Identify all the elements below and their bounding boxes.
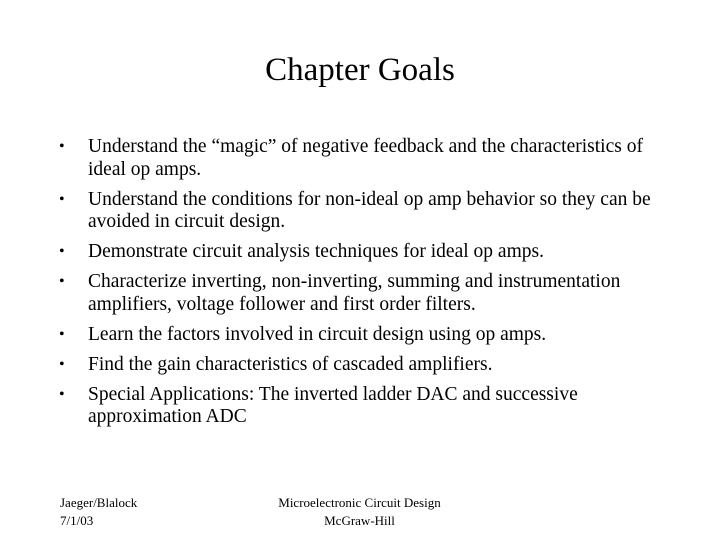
bullet-dot-icon: • <box>59 243 65 260</box>
bullet-text: Understand the conditions for non-ideal op amp behavior so they can be avoided in circuit design. <box>88 188 651 232</box>
footer-date: 7/1/03 <box>60 513 94 528</box>
bullet-text: Find the gain characteristics of cascaded amplifiers. <box>88 353 493 375</box>
bullet-item <box>57 384 682 429</box>
bullet-item <box>57 189 682 234</box>
bullet-text: Demonstrate circuit analysis techniques for ideal op amps. <box>88 241 544 262</box>
bullet-text: Understand the “magic” of negative feedback and the characteristics of ideal op amps. <box>88 136 643 180</box>
bullet-dot-icon: • <box>59 190 65 208</box>
bullet-list <box>57 136 682 436</box>
footer-center <box>238 494 481 530</box>
footer-book-title: Microelectronic Circuit Design <box>278 495 441 510</box>
bullet-text: Learn the factors involved in circuit design using op amps. <box>88 323 547 345</box>
bullet-dot-icon: • <box>59 138 65 155</box>
bullet-dot-icon: • <box>59 355 65 373</box>
bullet-item <box>57 324 682 347</box>
footer-publisher: McGraw-Hill <box>324 513 395 528</box>
bullet-item <box>57 354 682 377</box>
bullet-item <box>57 241 682 264</box>
bullet-text: Special Applications: The inverted ladder DAC and successive approximation ADC <box>88 383 578 427</box>
bullet-dot-icon: • <box>59 273 65 290</box>
footer-left <box>60 494 137 530</box>
bullet-text: Characterize inverting, non-inverting, summing and instrumentation amplifiers, voltage follower and first order filters. <box>88 271 621 315</box>
bullet-item <box>57 271 682 316</box>
bullet-item <box>57 136 682 181</box>
bullet-dot-icon: • <box>59 325 65 343</box>
bullet-dot-icon: • <box>59 385 65 403</box>
footer-authors: Jaeger/Blalock <box>60 495 138 510</box>
slide-title: Chapter Goals <box>265 52 455 88</box>
